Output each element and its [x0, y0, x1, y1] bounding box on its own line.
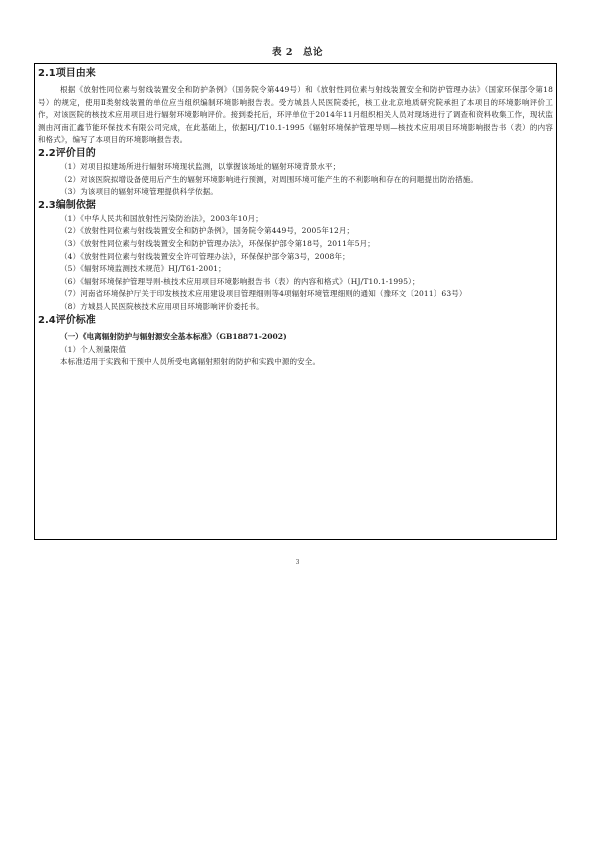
- section-evaluation-purpose: [38, 147, 553, 199]
- section-paragraph: 根据《放射性同位素与射线装置安全和防护条例》（国务院令第449号）和《放射性同位素与射线装置安全和防护管理办法》（国家环保部令第18号）的规定，使用Ⅱ类射线装置的单位应当组织编制环境影响报告表。受方城县人民医院委托，核工业北京地质研究院承担了本项目的环境影响评价工作，对该医院的核技术应用项目进行辐射环境影响评价。接到委托后，环评单位于2014年11月组织相关人员对现场进行了调查和资料收集工作，现状监测由河南汇鑫节能环保技术有限公司完成，在此基础上，依据HJ/T10.1-1995《辐射环境保护管理导则—核技术应用项目环境影响报告书（表）的内容和格式》，编写了本项目的环境影响报告表。: [38, 85, 553, 145]
- page-number: 3: [295, 559, 300, 566]
- list-item: （3）为该项目的辐射环境管理提供科学依据。: [60, 187, 218, 197]
- section-compilation-basis: [38, 199, 553, 314]
- section-heading: 2.4评价标准: [38, 314, 96, 326]
- standard-title: （一）《电离辐射防护与辐射源安全基本标准》（GB18871-2002): [60, 331, 287, 341]
- list-item: （7）河南省环境保护厅关于印发核技术应用建设项目管理细则等4项辐射环境管理细则的通知（豫环文〔2011〕63号）: [60, 289, 467, 299]
- sub-paragraph: 本标准适用于实践和干预中人员所受电离辐射照射的防护和实践中源的安全。: [60, 357, 321, 367]
- section-project-origin: [38, 67, 553, 147]
- section-heading: 2.2评价目的: [38, 147, 96, 159]
- list-item: （8）方城县人民医院核技术应用项目环境影响评价委托书。: [60, 301, 264, 311]
- table-title: 表 2 总论: [272, 47, 323, 58]
- section-heading: 2.1项目由来: [38, 68, 96, 79]
- list-item: （3）《放射性同位素与射线装置安全和防护管理办法》，环保保护部令第18号，2011年5月；: [60, 238, 375, 248]
- list-item: （2）《放射性同位素与射线装置安全和防护条例》，国务院令第449号，2005年12月；: [60, 226, 355, 236]
- list-item: （4）《放射性同位素与射线装置安全许可管理办法》，环保保护部令第3号，2008年；: [60, 251, 350, 261]
- list-item: （5）《辐射环境监测技术规范》HJ/T61-2001；: [60, 264, 226, 274]
- list-item: （6）《辐射环境保护管理导则-核技术应用项目环境影响报告书（表）的内容和格式》（HJ/T10.1-1995）；: [60, 276, 420, 286]
- list-item: （1）对项目拟建场所进行辐射环境现状监测，以掌握该场址的辐射环境背景水平；: [60, 161, 341, 171]
- list-item: （1）《中华人民共和国放射性污染防治法》，2003年10月；: [60, 213, 263, 223]
- section-evaluation-standard: [38, 314, 553, 369]
- summary-table: [34, 63, 557, 540]
- sub-item: （1）个人剂量限值: [60, 344, 127, 354]
- list-item: （2）对该医院拟增设备使用后产生的辐射环境影响进行预测，对周围环境可能产生的不利影响和存在的问题提出防治措施。: [60, 174, 479, 184]
- section-heading: 2.3编制依据: [38, 199, 96, 211]
